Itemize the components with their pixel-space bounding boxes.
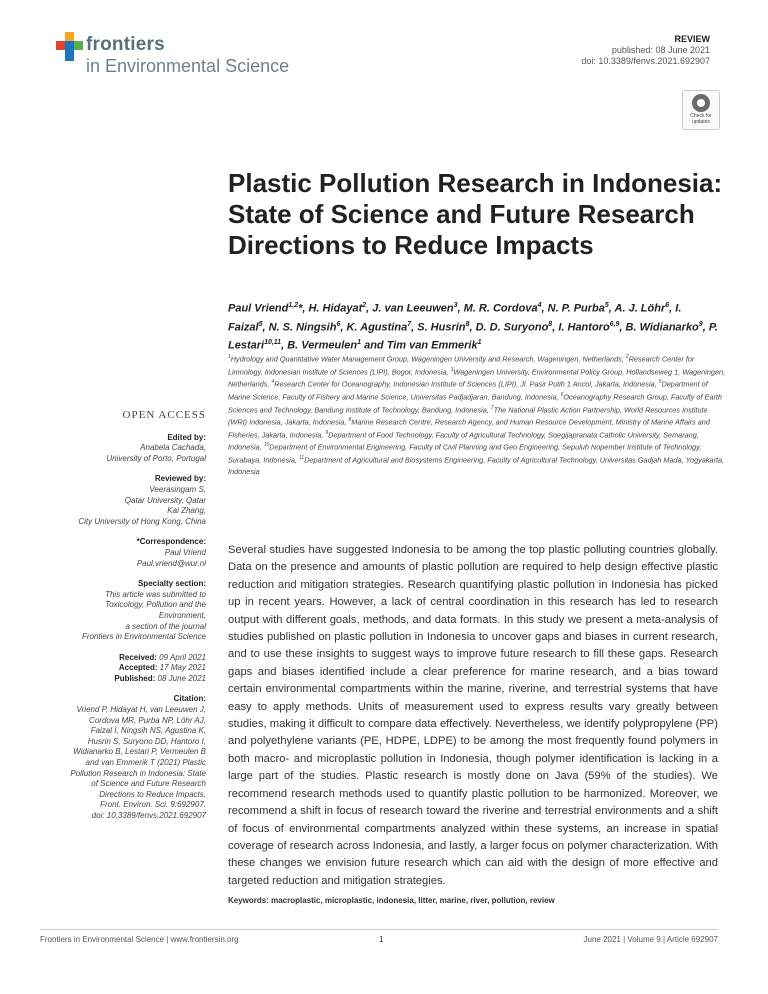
affiliation-number: 10 xyxy=(263,442,270,449)
author-name[interactable]: I. Hantoro xyxy=(558,321,610,334)
author-separator: , xyxy=(366,302,373,315)
article-title: Plastic Pollution Research in Indonesia: State of Science and Future Research Directions to Reduce Impacts xyxy=(228,168,723,260)
sidebar-line: Pollution Research in Indonesia: State xyxy=(70,768,206,778)
footer-divider xyxy=(40,929,718,930)
edited-by-heading: Edited by: xyxy=(167,432,206,442)
author-name[interactable]: J. van Leeuwen xyxy=(372,302,454,315)
author-affiliation-sup: 4 xyxy=(537,302,542,309)
sidebar-line: doi: 10.3389/fenvs.2021.692907 xyxy=(91,811,206,820)
author-affiliation-sup: 8 xyxy=(548,320,553,328)
sidebar-line: University of Porto, Portugal xyxy=(106,453,206,463)
footer-journal[interactable]: Frontiers in Environmental Science | www.frontiersin.org xyxy=(40,935,239,944)
affiliation-number: 1 xyxy=(228,354,231,360)
author-separator: , xyxy=(619,321,626,334)
author-separator: , xyxy=(669,302,676,315)
author-name[interactable]: S. Husrin xyxy=(417,321,466,334)
check-for-updates-badge[interactable] xyxy=(682,90,720,130)
sidebar-line: City University of Hong Kong, China xyxy=(78,516,206,526)
accepted-date: 17 May 2021 xyxy=(159,663,206,673)
author-name[interactable]: N. S. Ningsih xyxy=(268,321,337,334)
published-label: Published: xyxy=(114,673,156,683)
correspondence-heading: *Correspondence: xyxy=(136,537,206,547)
affiliation-number: 9 xyxy=(325,429,329,436)
affiliation-text: Department of Environmental Engineering, Faculty of Civil Planning and Geo Engineering, Sepuluh Nopember Institute of Technology, Surabaya, Indonesia, xyxy=(228,442,702,465)
sidebar-line: Faizal I, Ningsih NS, Agustina K, xyxy=(90,726,206,736)
author-separator: , xyxy=(608,302,615,315)
affiliation-text: The National Plastic Action Partnership, World Resources Institute (WRI) Indonesia, Jakarta, Indonesia, xyxy=(228,404,708,427)
affiliation-text: Wageningen University, Environmental Policy Group, Hollandseweg 1, Wageningen, Netherlands, xyxy=(228,367,726,389)
logo-brand-text: frontiers xyxy=(86,34,165,55)
author-name[interactable]: M. R. Cordova xyxy=(463,302,538,315)
sidebar-line: Paul Vriend xyxy=(164,547,206,557)
check-updates-label: Check for updates xyxy=(690,113,712,125)
author-affiliation-sup: 6 xyxy=(336,320,341,328)
journal-logo[interactable] xyxy=(56,30,316,84)
affiliation-number: 8 xyxy=(348,417,352,424)
author-affiliation-sup: 2 xyxy=(362,302,367,309)
sidebar-line: Toxicology, Pollution and the xyxy=(105,600,206,610)
affiliation-text: Department of Marine Science, Faculty of Fishery and Marine Science, Universitas Padjadjaran, Bandung, Indonesia, xyxy=(228,379,708,402)
affiliation-text: Oceanography Research Group, Faculty of Earth Sciences and Technology, Bandung Institute of Technology, Bandung, Indonesia, xyxy=(228,392,722,414)
received-date: 09 April 2021 xyxy=(159,652,206,662)
affiliation-text: Research Center for Limnology, Indonesian Institute of Sciences (LIPI), Bogor, Indonesia, xyxy=(228,354,695,377)
received-row xyxy=(40,653,206,664)
author-separator: , xyxy=(552,321,559,334)
article-doi[interactable]: doi: 10.3389/fenvs.2021.692907 xyxy=(581,56,710,66)
author-separator: , xyxy=(262,321,269,334)
author-affiliation-sup: 8 xyxy=(465,320,470,328)
published-row xyxy=(40,674,206,685)
correspondence-list[interactable] xyxy=(40,548,206,569)
frontiers-logo-icon xyxy=(56,32,84,62)
edited-by-list xyxy=(40,443,206,464)
author-name[interactable]: P. Lestari xyxy=(228,321,718,352)
author-name[interactable]: Paul Vriend xyxy=(228,302,289,315)
published-date: published: 08 June 2021 xyxy=(611,45,710,55)
specialty-list xyxy=(40,590,206,643)
author-name[interactable]: B. Widianarko xyxy=(625,321,699,334)
check-updates-icon xyxy=(692,94,710,112)
sidebar-line: Paul.vriend@wur.nl xyxy=(136,558,206,568)
affiliations xyxy=(228,352,728,477)
author-separator: , xyxy=(457,302,464,315)
sidebar-line: Qatar University, Qatar xyxy=(124,495,206,505)
footer-volume: June 2021 | Volume 9 | Article 692907 xyxy=(583,935,718,944)
sidebar-line: Husrin S, Suryono DD, Hantoro I, xyxy=(87,736,206,746)
author-affiliation-sup: 3 xyxy=(453,302,458,309)
affiliation-text: Department of Food Technology, Faculty of Agricultural Technology, Soegijapranata Catholic University, Semarang, Indonesia, xyxy=(228,430,699,452)
sidebar-line: and van Emmerik T (2021) Plastic xyxy=(85,758,206,768)
article-info-sidebar xyxy=(40,410,206,822)
dates-block xyxy=(40,653,206,685)
author-name[interactable]: A. J. Löhr xyxy=(614,302,666,315)
author-name[interactable]: H. Hidayat xyxy=(308,302,363,315)
affiliation-number: 5 xyxy=(658,379,662,386)
author-affiliation-sup: 5 xyxy=(258,320,263,328)
author-name[interactable]: I. Faizal xyxy=(228,302,682,334)
sidebar-line: Frontiers in Environmental Science xyxy=(81,632,206,642)
sidebar-line: Vriend P, Hidayat H, van Leeuwen J, xyxy=(76,705,206,715)
sidebar-line: a section of the journal xyxy=(125,621,206,631)
page-number: 1 xyxy=(379,935,384,944)
citation-list xyxy=(40,705,206,822)
sidebar-line: This article was submitted to xyxy=(105,589,206,599)
affiliation-number: 6 xyxy=(560,391,564,398)
reviewed-by-list xyxy=(40,485,206,527)
author-affiliation-sup: 1 xyxy=(357,339,362,347)
author-list xyxy=(228,298,718,354)
affiliation-number: 11 xyxy=(299,455,305,461)
specialty-heading: Specialty section: xyxy=(137,579,206,589)
article-meta xyxy=(581,34,710,67)
affiliation-text: Hydrology and Quantitative Water Management Group, Wageningen University and Research, Wageningen, Netherlands, xyxy=(230,354,626,364)
affiliation-text: Department of Agricultural and Biosystems Engineering, Faculty of Agricultural Technology, Universitas Gadjah Mada, Yogyakarta, Indonesia xyxy=(228,455,725,476)
author-affiliation-sup: 9 xyxy=(698,320,703,328)
sidebar-published-date: 08 June 2021 xyxy=(157,673,206,683)
sidebar-line: Veerasingam S, xyxy=(149,484,206,494)
accepted-label: Accepted: xyxy=(118,663,158,673)
abstract: Several studies have suggested Indonesia to be among the top plastic polluting countries globally. Data on the presence and amounts of plastic pollution are required to help design effective plastic reduction and mitigation strategies. Research quantifying plastic pollution in Indonesia has picked up in recent years. However, a lack of central coordination in this research has led to research output with different goals, methods, and data formats. In this study we present a meta-analysis of studies published on plastic pollution in Indonesia to uncover gaps and biases in current research, and to use these insights to suggest ways to improve future research to fill these gaps. Research gaps and biases identified include a clear preference for marine research, and a bias toward certain environmental compartments within the marine, riverine, and terrestrial systems that have easy to apply methods. Units of measurement used to express results vary greatly between studies, making it difficult to compare data effectively. Nevertheless, we identify polypropylene (PP) and polyethylene variants (PE, HDPE, LDPE) to be among the most frequently found polymers in both macro- and microplastic pollution in Indonesia, though polymer identification is lacking in a large part of the studies. Plastic research is mostly done on Java (59% of the studies). We recommend research methods used to quantify plastic pollution to be harmonized. Moreover, we recommend a shift in focus of research toward the riverine and terrestrial environments and a shift of focus of environmental compartments analyzed within these systems, an increase in spatial coverage of research across Indonesia, and lastly, a larger focus on polymer characterization. With these changes we envision future research which can aid with the design of more effective and targeted reduction and mitigation strategies. xyxy=(228,544,718,887)
received-label: Received: xyxy=(119,652,157,662)
reviewed-by-heading: Reviewed by: xyxy=(154,474,206,484)
author-separator: , xyxy=(411,321,418,334)
affiliation-number: 3 xyxy=(450,366,454,373)
keywords: Keywords: macroplastic, microplastic, indonesia, litter, marine, river, pollution, review xyxy=(228,896,555,905)
affiliation-number: 7 xyxy=(490,404,494,411)
affiliation-number: 4 xyxy=(271,379,275,386)
author-affiliation-sup: 10,11 xyxy=(264,339,282,347)
author-name[interactable]: K. Agustina xyxy=(346,321,408,334)
sidebar-line: Cordova MR, Purba NP, Löhr AJ, xyxy=(89,715,206,725)
author-affiliation-sup: 1,2 xyxy=(288,302,299,309)
author-affiliation-sup: 6,9 xyxy=(609,320,620,328)
sidebar-line: Front. Environ. Sci. 9:692907. xyxy=(100,800,206,810)
sidebar-line: Widianarko B, Lestari P, Vermeulen B xyxy=(73,747,206,757)
author-affiliation-sup: 7 xyxy=(407,320,412,328)
author-name[interactable]: B. Vermeulen xyxy=(287,339,358,352)
affiliation-number: 2 xyxy=(625,354,629,360)
author-affiliation-sup: 1 xyxy=(477,339,482,347)
article-type: REVIEW xyxy=(674,34,710,44)
sidebar-line: Environment, xyxy=(158,610,206,620)
sidebar-line: of Science and Future Research xyxy=(91,779,206,789)
author-separator: , xyxy=(541,302,548,315)
citation-heading: Citation: xyxy=(173,694,206,704)
author-name[interactable]: Tim van Emmerik xyxy=(386,339,478,352)
author-separator: *, xyxy=(298,302,309,315)
open-access-label[interactable]: OPEN ACCESS xyxy=(122,409,206,421)
accepted-row xyxy=(40,663,206,674)
sidebar-line: Anabela Cachada, xyxy=(140,443,206,453)
author-separator: , xyxy=(281,339,288,352)
sidebar-line: Kai Zhang, xyxy=(167,506,206,516)
logo-journal-name: in Environmental Science xyxy=(86,56,290,76)
author-affiliation-sup: 5 xyxy=(604,302,609,309)
author-name[interactable]: D. D. Suryono xyxy=(475,321,549,334)
author-affiliation-sup: 6 xyxy=(665,302,670,309)
author-separator: and xyxy=(361,339,387,352)
author-separator: , xyxy=(340,321,347,334)
author-separator: , xyxy=(702,321,709,334)
author-name[interactable]: N. P. Purba xyxy=(547,302,605,315)
author-separator: , xyxy=(469,321,476,334)
affiliation-text: Marine Research Centre, Research Agency, and Human Resource Development, Ministry of Marine Affairs and Fisheries, Jakarta, Indonesia, xyxy=(228,417,710,440)
sidebar-line: Directions to Reduce Impacts. xyxy=(99,789,206,799)
affiliation-text: Research Center for Oceanography, Indonesian Institute of Sciences (LIPI), Jl. Pasir Putih 1 Ancol, Jakarta, Indonesia, xyxy=(274,379,659,389)
